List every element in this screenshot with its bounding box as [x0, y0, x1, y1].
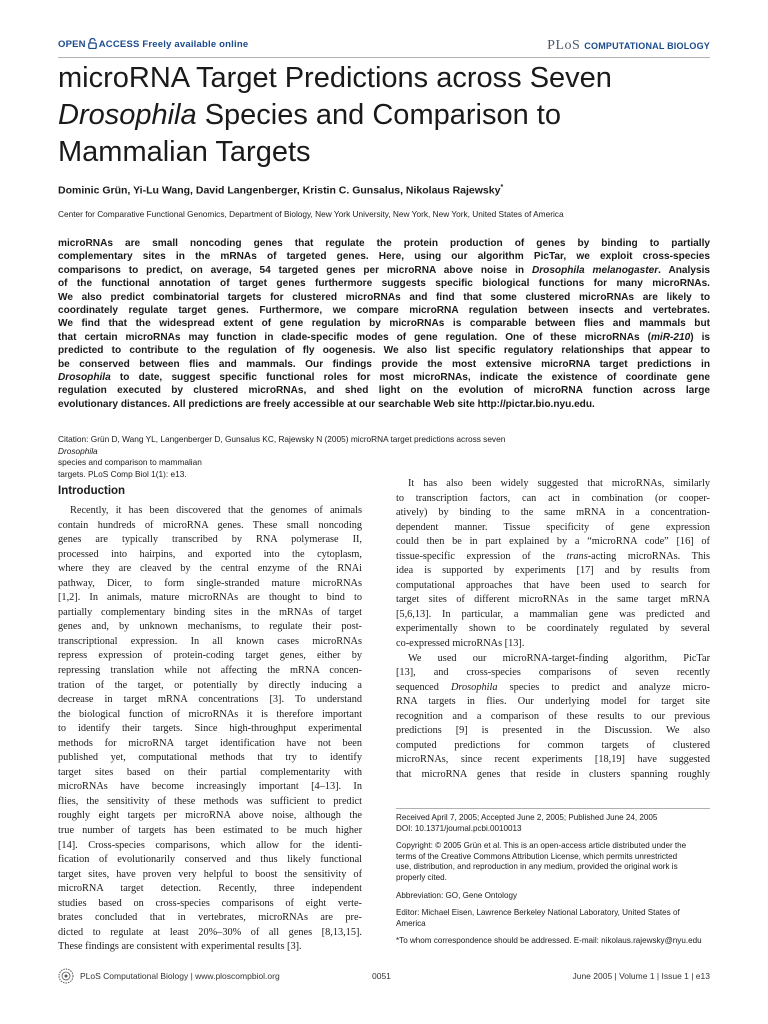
issue-info: June 2005 | Volume 1 | Issue 1 | e13 [572, 971, 710, 981]
abstract-italic: Drosophila melanogaster [531, 264, 659, 276]
body-italic: trans [566, 550, 588, 562]
body-text: sequenced [396, 681, 451, 693]
abstract-line: complementary sites in the mRNAs of targeted genes. Here, using our algorithm PicTar, we exploit cross-species [58, 251, 710, 263]
plos-globe-icon [58, 968, 74, 984]
body-line: methods for microRNA target identification have not been [58, 737, 362, 749]
body-line: tration of the target, or potentially by directly inducing a [58, 679, 362, 691]
body-line: microRNAs have become increasingly important [4–13]. In [58, 781, 362, 793]
received-dates: Received April 7, 2005; Accepted June 2, 2005; Published June 24, 2005 [396, 813, 658, 822]
body-line: studies based on cross-species comparisons of eight verte- [58, 897, 362, 909]
page-footer [58, 968, 710, 988]
body-line: to transcription factors, can act in combination (or cooper- [396, 492, 710, 504]
abstract-line: microRNAs are small noncoding genes that regulate the protein production of genes by binding to partially [58, 238, 710, 249]
footnote-rule [396, 808, 710, 809]
affiliation: Center for Comparative Functional Genomics, Department of Biology, New York University, New York, New York, United States of America [58, 209, 564, 219]
abstract-line: We find that the widespread extent of gene regulation by microRNAs is comparable between flies and mammals but [58, 318, 710, 330]
header-rule [58, 57, 710, 58]
access-label: ACCESS Freely available online [98, 39, 249, 50]
citation-line-1 [58, 434, 710, 469]
body-text: species to predict and analyze micro- [497, 681, 710, 693]
body-line: repressing translation while not affecting the mRNA concen- [58, 665, 362, 677]
footer-journal: PLoS Computational Biology | www.ploscompbiol.org [80, 971, 280, 981]
title-line-3: Mammalian Targets [58, 136, 311, 168]
body-text: -acting microRNAs. This [587, 550, 710, 562]
body-line: target sites of different microRNAs in the same target mRNA [396, 594, 710, 606]
body-line: true number of targets has been estimated to be much higher [58, 825, 362, 837]
abstract-line: We also predict combinatorial targets for clustered microRNAs and find that some clustered microRNAs are likely to [58, 291, 710, 303]
body-line: We used our microRNA-target-finding algorithm, PicTar [408, 652, 710, 664]
citation [58, 434, 710, 480]
body-line: genes and, by unknown mechanisms, to regulate their post- [58, 621, 362, 633]
open-label: OPEN [58, 39, 86, 50]
body-text: tissue-specific expression of the [396, 550, 567, 562]
abstract [58, 237, 710, 411]
body-line: predictions [9] is presented in the Discussion. We also [396, 725, 710, 737]
body-line: contain hundreds of microRNA genes. These small noncoding [58, 519, 362, 531]
body-line: [5,6,13]. In particular, a mammalian gene was predicted and [396, 608, 710, 620]
body-line: to identify their targets. Since high-throughput experimental [58, 723, 362, 735]
body-line: target sites based on their partial complementarity with [58, 766, 362, 778]
abstract-italic: Drosophila [58, 372, 111, 384]
abstract-text: to date, suggest specific functional roles for most microRNAs, indicate the existence of coordinate gene [110, 372, 710, 384]
citation-text: Citation: Grün D, Wang YL, Langenberger D, Gunsalus KC, Rajewsky N (2005) microRNA target predictions across seven [58, 434, 506, 444]
body-italic: Drosophila [450, 681, 498, 693]
body-line: partially complementary binding sites in the mRNAs of target [58, 606, 362, 618]
body-line: published yet, computational methods that try to identify [58, 752, 362, 764]
citation-text: species and comparison to mammalian [58, 457, 202, 467]
abstract-line [58, 371, 710, 384]
editor-line: America [396, 918, 426, 928]
copyright-line: terms of the Creative Commons Attribution License, which permits unrestricted [396, 851, 678, 861]
abstract-line: be conserved between flies and mammals. Our findings provide the most extensive microRNA target predictions in [58, 358, 710, 370]
body-line: roughly eight targets per microRNA above noise, although the [58, 810, 362, 822]
abstract-text: that certain microRNAs may function in clade-specific modes of gene regulation. One of these microRNAs ( [58, 331, 651, 343]
correspondence-block [396, 936, 710, 947]
abstract-line: regulation executed by clustered microRNAs, and shed light on the evolution of microRNA function across large [58, 385, 710, 397]
body-line: experimentally shown to be coordinately regulated by several [396, 623, 710, 635]
doi: DOI: 10.1371/journal.pcbi.0010013 [396, 823, 522, 833]
body-line: It has also been widely suggested that microRNAs, similarly [408, 478, 710, 489]
abstract-line: of the functional annotation of target genes furthermore suggests specific biological functions for many microRNAs. [58, 278, 710, 290]
body-line: pathway, Dicer, to form single-stranded mature microRNAs [58, 577, 362, 589]
body-line: transcriptional expression. In all known cases microRNAs [58, 635, 362, 647]
body-line: dicted to regulate at least 20%–30% of all genes [8,13,15]. [58, 926, 362, 938]
body-line [396, 550, 710, 565]
body-column-left [58, 504, 362, 955]
dates-block [396, 813, 710, 834]
copyright-line: Copyright: © 2005 Grün et al. This is an open-access article distributed under the [396, 841, 687, 851]
abstract-line [58, 331, 710, 344]
journal-brand [547, 36, 710, 54]
body-line: [14]. Cross-species comparisons, which allow for the identi- [58, 839, 362, 851]
correspondence: *To whom correspondence should be addressed. E-mail: nikolaus.rajewsky@nyu.edu [396, 936, 702, 946]
article-footnotes [396, 813, 710, 954]
body-line: flies, the sensitivity of these methods was sufficient to predict [58, 795, 362, 807]
body-line: microRNA target detection. Recently, three independent [58, 883, 362, 895]
title-line-1: microRNA Target Predictions across Seven [58, 62, 612, 94]
abstract-line: evolutionary distances. All predictions are freely accessible at our searchable Web site http://pictar.bio.nyu.edu. [58, 398, 595, 410]
body-line: idea is supported by experiments [17] and by results from [396, 565, 710, 577]
author-names: Dominic Grün, Yi-Lu Wang, David Langenberger, Kristin C. Gunsalus, Nikolaus Rajewsky [58, 184, 501, 197]
open-lock-icon [88, 38, 97, 49]
body-line: where they are cleaved by the central enzyme of the RNAi [58, 563, 362, 575]
body-line: Recently, it has been discovered that the genomes of animals [70, 505, 362, 516]
abbreviation-block [396, 891, 710, 902]
open-access-banner [58, 38, 248, 50]
abstract-line [58, 264, 710, 277]
body-line: [13], and cross-species comparisons of seven recently [396, 667, 710, 679]
title-line-2-rest: Species and Comparison to [196, 99, 561, 131]
body-line: atively) by binding to the same mRNA in a concentration- [396, 507, 710, 519]
journal-name: COMPUTATIONAL BIOLOGY [584, 41, 710, 51]
abstract-italic: miR-210 [650, 331, 691, 343]
body-line [396, 681, 710, 696]
citation-italic: Drosophila [58, 445, 98, 456]
abstract-line: coordinately regulate target genes. Furthermore, we compare microRNA regulation between insects and vertebrates. [58, 305, 710, 317]
page-number: 0051 [372, 971, 391, 981]
plos-logo-text: PLoS [547, 38, 581, 53]
title-italic-species: Drosophila [58, 99, 197, 131]
body-line: [1,2]. In animals, mature microRNAs are thought to bind to [58, 592, 362, 604]
body-line: target sites, have proven very helpful to boost the sensitivity of [58, 868, 362, 880]
citation-line-2: targets. PLoS Comp Biol 1(1): e13. [58, 468, 187, 479]
body-line: could then be in part explained by a “microRNA code” [16] of [396, 536, 710, 548]
abstract-text: ) is [690, 331, 710, 343]
body-line: computed predictions for common targets of clustered [396, 739, 710, 751]
body-line: processed into hairpins, and exported into the cytoplasm, [58, 548, 362, 560]
body-line: that microRNA genes that reside in clusters spanning roughly [396, 768, 710, 780]
article-title [58, 60, 718, 171]
editor-line: Editor: Michael Eisen, Lawrence Berkeley National Laboratory, United States of [396, 908, 680, 918]
body-line: repress expression of protein-coding target genes, either by [58, 650, 362, 662]
body-line: decrease in target mRNA concentrations [3]. To understand [58, 694, 362, 706]
abstract-text: comparisons to predict, on average, 54 targeted genes per microRNA above noise in [58, 264, 532, 276]
copyright-line: use, distribution, and reproduction in any medium, provided the original work is [396, 862, 678, 872]
body-column-right [396, 477, 710, 782]
abstract-line: predicted to contribute to the regulation of fly oogenesis. We also list specific regulatory relationships that appear to [58, 345, 710, 357]
abstract-text: . Analysis [658, 264, 710, 276]
title-line-2 [58, 97, 718, 134]
body-line: fication of evolutionarily conserved and thus likely functional [58, 854, 362, 866]
body-line: microRNAs, since recent experiments [18,19] have suggested [396, 754, 710, 766]
copyright-line: properly cited. [396, 872, 447, 882]
body-line: computational approaches that have been used to search for [396, 579, 710, 591]
body-line: recognition and a comparison of these results to our previous [396, 710, 710, 722]
editor-block [396, 908, 710, 929]
section-heading-introduction: Introduction [58, 485, 126, 497]
copyright-block [396, 841, 710, 883]
body-line: dependent manner. Tissue specificity of gene expression [396, 521, 710, 533]
body-line: These findings are consistent with experimental results [3]. [58, 941, 302, 953]
body-line: co-expressed microRNAs [13]. [396, 638, 525, 650]
body-line: genes are typically transcribed by RNA polymerase II, [58, 534, 362, 546]
author-list [58, 184, 503, 197]
body-line: the biological function of microRNAs it is therefore important [58, 708, 362, 720]
journal-header [58, 36, 710, 56]
body-line: brates concluded that in vertebrates, microRNAs are pre- [58, 912, 362, 924]
body-line: RNA targets in flies. Our underlying model for target site [396, 696, 710, 708]
author-mark: * [500, 184, 504, 191]
abbreviation: Abbreviation: GO, Gene Ontology [396, 890, 518, 900]
